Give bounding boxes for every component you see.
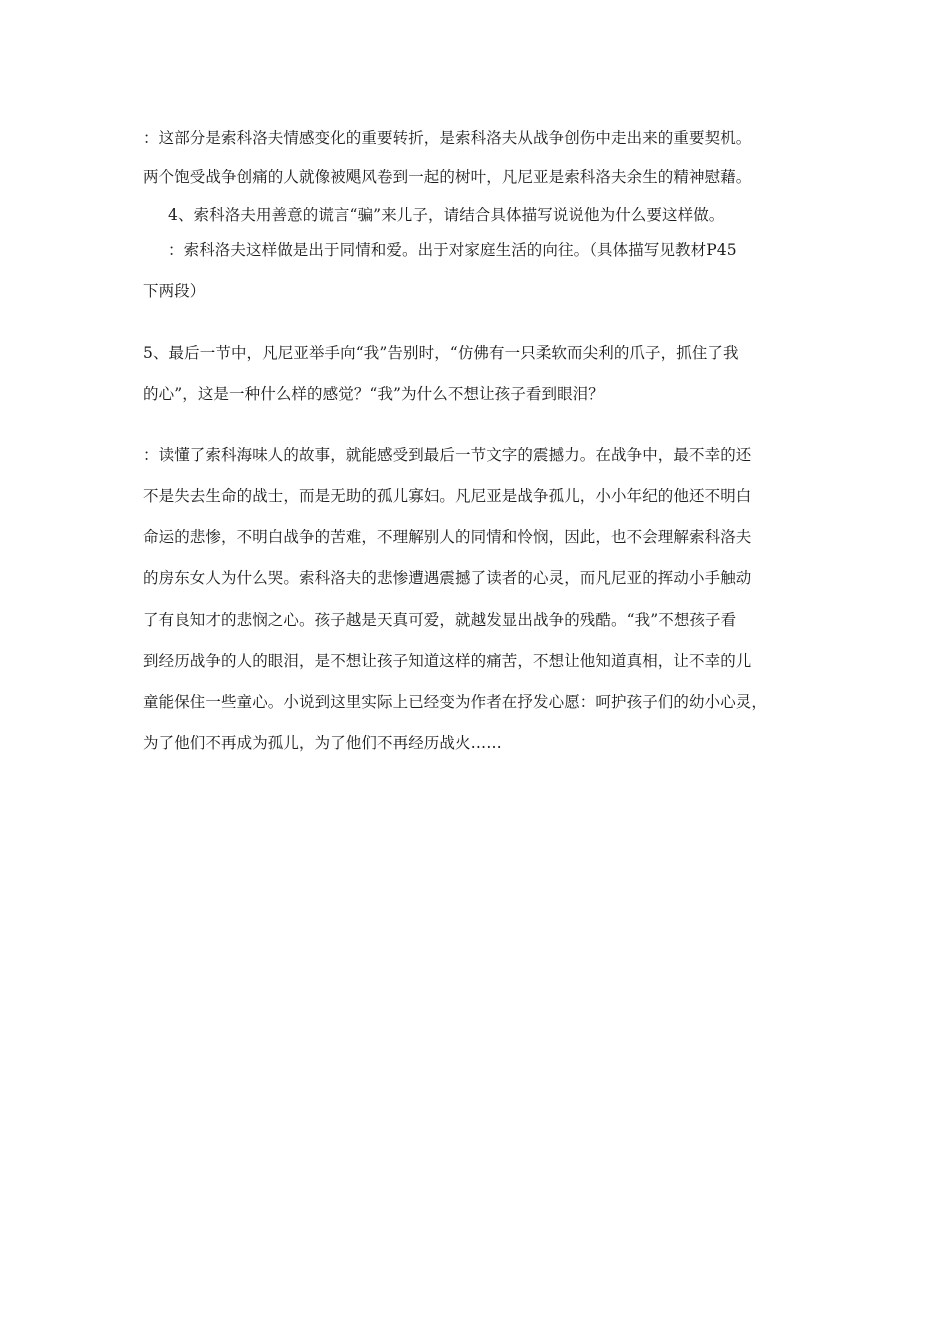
answer-3-line-2: 两个饱受战争创痛的人就像被飓风卷到一起的树叶，凡尼亚是索科洛夫余生的精神慰藉。 — [143, 168, 752, 186]
question-4: 4、索科洛夫用善意的谎言“骗”来儿子，请结合具体描写说说他为什么要这样做。 — [168, 206, 725, 224]
answer-4-line-1: ：索科洛夫这样做是出于同情和爱。出于对家庭生活的向往。（具体描写见教材P45 — [168, 241, 737, 259]
answer-5-line-2: 不是失去生命的战士，而是无助的孤儿寡妇。凡尼亚是战争孤儿，小小年纪的他还不明白 — [143, 487, 752, 505]
answer-5-line-5: 了有良知才的悲悯之心。孩子越是天真可爱，就越发显出战争的残酷。“我”不想孩子看 — [143, 611, 737, 629]
answer-5-line-3: 命运的悲惨，不明白战争的苦难，不理解别人的同情和怜悯，因此，也不会理解索科洛夫 — [143, 528, 752, 546]
answer-5-line-6: 到经历战争的人的眼泪，是不想让孩子知道这样的痛苦，不想让他知道真相，让不幸的儿 — [143, 652, 752, 670]
answer-5-line-1: ：读懂了索科海味人的故事，就能感受到最后一节文字的震撼力。在战争中，最不幸的还 — [143, 446, 752, 464]
answer-5-line-8: 为了他们不再成为孤儿，为了他们不再经历战火…… — [143, 734, 502, 752]
question-5-line-2: 的心”，这是一种什么样的感觉？“我”为什么不想让孩子看到眼泪？ — [143, 385, 604, 403]
answer-5-line-7: 童能保住一些童心。小说到这里实际上已经变为作者在抒发心愿：呵护孩子们的幼小心灵， — [143, 693, 768, 711]
answer-3-line-1: ：这部分是索科洛夫情感变化的重要转折，是索科洛夫从战争创伤中走出来的重要契机。 — [143, 129, 752, 147]
answer-4-line-2: 下两段） — [143, 282, 206, 300]
answer-5-line-4: 的房东女人为什么哭。索科洛夫的悲惨遭遇震撼了读者的心灵，而凡尼亚的挥动小手触动 — [143, 569, 752, 587]
question-5-line-1: 5、最后一节中，凡尼亚举手向“我”告别时，“仿佛有一只柔软而尖利的爪子，抓住了我 — [143, 344, 739, 362]
